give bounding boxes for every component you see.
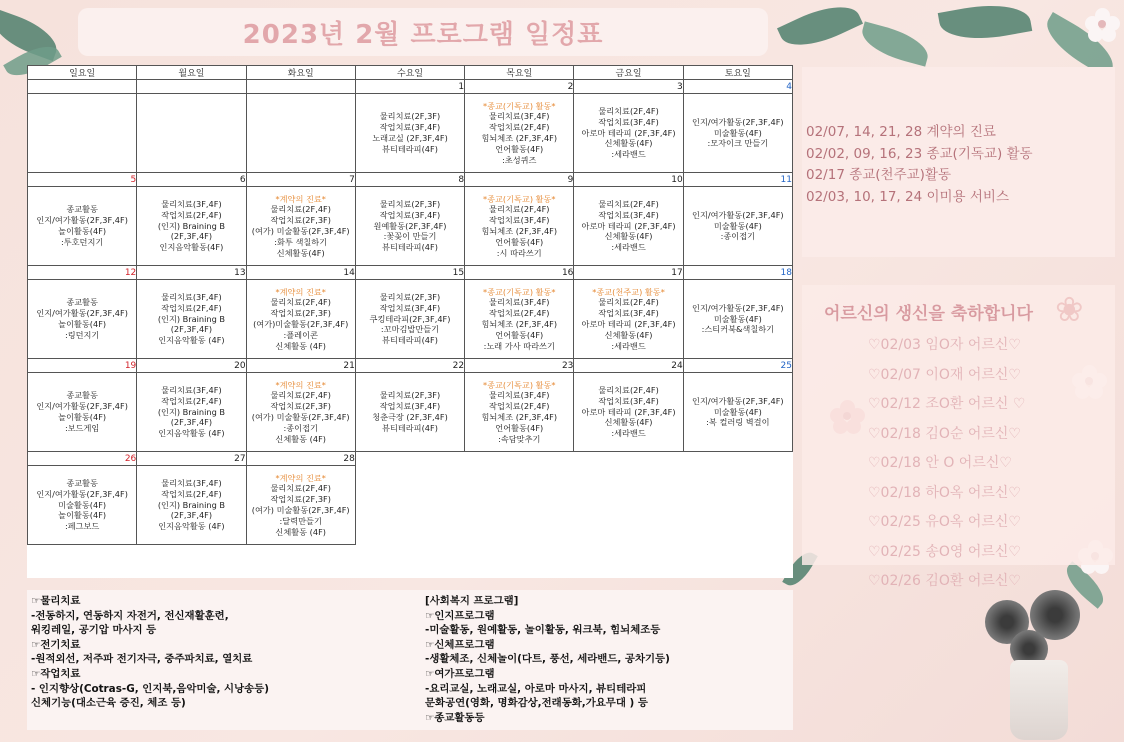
- info-line: ☞신체프로그램: [425, 638, 495, 651]
- activity-line: (2F,3F,4F): [170, 231, 213, 242]
- activity-line: *종교(기독교) 활동*: [482, 193, 556, 204]
- empty-cell: [355, 466, 464, 545]
- birthday-entry: ♡02/18 하O옥 어르신♡: [868, 484, 1021, 501]
- vase: [1010, 660, 1068, 740]
- info-line: -원적외선, 저주파 전기자극, 중주파치료, 열치료: [31, 653, 253, 666]
- day-cell: [246, 373, 355, 452]
- birthday-entry: ♡02/18 안 O 어르신♡: [868, 455, 1012, 471]
- date-number: 3: [574, 80, 683, 94]
- day-cell: [28, 466, 137, 545]
- weekday-header: 토요일: [683, 66, 792, 80]
- activity-line: 물리치료(3F,4F): [161, 199, 222, 209]
- day-cell: [137, 280, 246, 359]
- birthday-entry: ♡02/25 송O영 어르신♡: [868, 543, 1021, 560]
- activity-line: 뷰티테라피(4F): [382, 242, 438, 253]
- activity-line: *종교(기독교) 활동*: [482, 379, 556, 390]
- weekday-header: 화요일: [246, 66, 355, 80]
- activity-line: *계약의 진료*: [275, 193, 326, 204]
- weekday-header: 목요일: [465, 66, 574, 80]
- date-number: 18: [683, 266, 792, 280]
- date-number: 27: [137, 452, 246, 466]
- birthday-entry: ♡02/26 김O환 어르신♡: [868, 573, 1021, 589]
- day-cell: [28, 187, 137, 266]
- activity-line: 작업치료(2F,3F): [270, 494, 331, 505]
- day-cell: [137, 373, 246, 452]
- activity-line: 신체활동(4F): [604, 138, 653, 149]
- date-number: 25: [683, 359, 792, 373]
- activity-line: 작업치료(3F,4F): [489, 215, 550, 226]
- activity-line: :플레이콘: [283, 329, 318, 340]
- activity-line: 종교활동: [66, 478, 98, 488]
- activity-line: 인지/여가활동(2F,3F,4F): [36, 488, 128, 499]
- activity-line: 신체활동 (4F): [275, 526, 326, 537]
- info-line: ☞물리치료: [31, 595, 81, 607]
- activity-line: 언어활동(4F): [495, 422, 544, 433]
- activity-line: 신체활동 (4F): [275, 340, 326, 351]
- activity-line: 물리치료(3F,4F): [161, 292, 222, 302]
- activity-line: 놀이활동(4F): [58, 412, 107, 422]
- activity-line: 물리치료(2F,4F): [598, 199, 659, 209]
- day-cell: [465, 373, 574, 452]
- activity-line: 물리치료(3F,4F): [489, 390, 550, 401]
- activity-line: 작업치료(3F,4F): [379, 209, 441, 220]
- activity-line: (인지) Braining B: [157, 499, 225, 510]
- activity-line: *종교(기독교) 활동*: [482, 100, 556, 111]
- activity-line: 물리치료(3F,4F): [161, 478, 222, 488]
- activity-line: 작업치료(2F,4F): [161, 395, 222, 406]
- activity-line: 아로마 테라피 (2F,3F,4F): [581, 406, 676, 417]
- activity-line: :화투 색칠하기: [274, 236, 328, 247]
- info-line: [사회복지 프로그램]: [425, 595, 519, 607]
- activity-line: 인지/여가활동(2F,3F,4F): [692, 302, 784, 313]
- activity-line: 언어활동(4F): [495, 329, 544, 340]
- birthday-entry: ♡02/18 김O순 어르신♡: [868, 425, 1021, 442]
- activity-line: 신체활동(4F): [604, 329, 653, 340]
- activity-line: :페그보드: [64, 521, 100, 532]
- date-number: 22: [355, 359, 464, 373]
- title-banner: [78, 8, 768, 56]
- date-number: [246, 80, 355, 94]
- activity-line: 인지/여가활동(2F,3F,4F): [36, 308, 128, 319]
- activity-line: 작업치료(2F,4F): [161, 209, 222, 220]
- activity-line: :투호던지기: [60, 236, 104, 247]
- social-program-info: [425, 594, 670, 725]
- activity-line: :노래 가사 따라쓰기: [483, 340, 555, 351]
- activity-line: 물리치료(2F,4F): [270, 483, 331, 494]
- info-line: -전동하지, 연동하지 자전거, 전신재활훈련,: [31, 609, 229, 622]
- day-cell: [355, 373, 464, 452]
- activity-line: 작업치료(2F,4F): [161, 488, 222, 499]
- empty-cell: [465, 466, 574, 545]
- calendar: [27, 65, 793, 578]
- day-cell: [574, 280, 683, 359]
- activity-line: :링던지기: [64, 329, 100, 340]
- day-cell: [465, 94, 574, 173]
- activity-line: 인지/여가활동(2F,3F,4F): [692, 395, 784, 406]
- activity-line: 물리치료(2F,4F): [598, 297, 659, 308]
- day-cell: [28, 280, 137, 359]
- activity-line: :세라밴드: [611, 149, 646, 160]
- activity-line: (2F,3F,4F): [170, 417, 213, 428]
- activity-line: (2F,3F,4F): [170, 510, 213, 521]
- date-number: 10: [574, 173, 683, 187]
- info-line: -요리교실, 노래교실, 아로마 마사지, 뷰티테라피: [425, 682, 647, 695]
- birthday-entry: ♡02/03 임O자 어르신♡: [868, 337, 1021, 353]
- activity-line: *계약의 진료*: [275, 286, 326, 297]
- blossom-decoration: [1085, 8, 1119, 42]
- info-line: -생활체조, 신체놀이(다트, 풍선, 세라밴드, 공차기등): [425, 653, 670, 666]
- activity-line: 인지/여가활동(2F,3F,4F): [36, 401, 128, 412]
- activity-line: 인지음악활동(4F): [159, 242, 224, 253]
- activity-line: 종교활동: [66, 297, 98, 308]
- day-cell: [137, 187, 246, 266]
- activity-line: 인지/여가활동(2F,3F,4F): [692, 116, 784, 127]
- date-number: 2: [465, 80, 574, 94]
- activity-line: 작업치료(2F,3F): [270, 215, 331, 226]
- info-line: ☞여가프로그램: [425, 667, 495, 680]
- day-cell: [355, 94, 464, 173]
- date-number: 4: [683, 80, 792, 94]
- info-line: 워킹레일, 공기압 마사지 등: [31, 624, 157, 637]
- activity-line: 작업치료(3F,4F): [598, 395, 659, 406]
- date-number: 15: [355, 266, 464, 280]
- day-cell: [574, 187, 683, 266]
- activity-line: 작업치료(3F,4F): [379, 302, 441, 313]
- activity-line: 힘뇌체조 (2F,3F,4F): [481, 133, 558, 143]
- activity-line: 아로마 테라피 (2F,3F,4F): [581, 127, 676, 138]
- activity-line: (여가) 미술활동(2F,3F,4F): [251, 505, 350, 515]
- date-number: 28: [246, 452, 355, 466]
- date-number: 16: [465, 266, 574, 280]
- date-number: 26: [28, 452, 137, 466]
- date-number: 14: [246, 266, 355, 280]
- date-number: [28, 80, 137, 94]
- activity-line: 놀이활동(4F): [58, 226, 107, 236]
- date-number: 8: [355, 173, 464, 187]
- info-line: ☞전기치료: [31, 638, 81, 651]
- date-number: 23: [465, 359, 574, 373]
- weekday-header: 월요일: [137, 66, 246, 80]
- activity-line: 신체활동(4F): [604, 417, 653, 428]
- empty-cell: [465, 452, 574, 466]
- activity-line: (2F,3F,4F): [170, 324, 213, 335]
- activity-line: 뷰티테라피(4F): [382, 143, 438, 154]
- activity-line: *종교(천주교) 활동*: [592, 286, 665, 297]
- date-number: 21: [246, 359, 355, 373]
- activity-line: *계약의 진료*: [275, 379, 326, 390]
- day-cell: [465, 187, 574, 266]
- activity-line: 물리치료(2F,3F): [379, 111, 441, 122]
- activity-line: :스티커북&색칠하기: [701, 324, 775, 335]
- activity-line: 물리치료(3F,4F): [489, 111, 550, 122]
- date-number: 5: [28, 173, 137, 187]
- activity-line: 작업치료(3F,4F): [598, 209, 659, 220]
- day-cell: [246, 466, 355, 545]
- activity-line: 물리치료(2F,4F): [270, 297, 331, 308]
- activity-line: 작업치료(2F,3F): [270, 308, 331, 319]
- day-cell: [683, 373, 792, 452]
- activity-line: :복 컬러링 벽걸이: [706, 417, 770, 428]
- schedule-notes: [802, 67, 1115, 257]
- activity-line: 인지/여가활동(2F,3F,4F): [36, 215, 128, 226]
- note-item: 02/17 종교(천주교)활동: [806, 167, 952, 183]
- day-cell: [137, 466, 246, 545]
- activity-line: 신체활동 (4F): [275, 433, 326, 444]
- activity-line: 물리치료(3F,4F): [161, 385, 222, 395]
- activity-line: 청춘극장 (2F,3F,4F): [372, 412, 448, 422]
- activity-line: :종이접기: [283, 422, 318, 433]
- activity-line: 인지/여가활동(2F,3F,4F): [692, 209, 784, 220]
- note-item: 02/07, 14, 21, 28 계약의 진료: [806, 124, 996, 140]
- activity-line: (인지) Braining B: [157, 406, 225, 417]
- activity-line: 작업치료(2F,4F): [489, 308, 550, 319]
- activity-line: 작업치료(3F,4F): [379, 122, 441, 133]
- date-number: 9: [465, 173, 574, 187]
- activity-line: 물리치료(2F,4F): [489, 204, 550, 215]
- date-number: 13: [137, 266, 246, 280]
- empty-cell: [574, 452, 683, 466]
- day-cell: [574, 373, 683, 452]
- activity-line: 인지음악활동 (4F): [158, 335, 225, 346]
- activity-line: (여가) 미술활동(2F,3F,4F): [251, 412, 350, 422]
- activity-line: 물리치료(3F,4F): [489, 297, 550, 308]
- activity-line: :모자이크 만들기: [707, 138, 769, 149]
- activity-line: 작업치료(2F,4F): [489, 401, 550, 412]
- activity-line: 신체활동(4F): [276, 247, 325, 258]
- birthday-entry: ♡02/07 이O재 어르신♡: [868, 366, 1021, 383]
- date-number: 24: [574, 359, 683, 373]
- activity-line: 미술활동(4F): [58, 499, 107, 510]
- activity-line: :꼬마김밥만들기: [380, 324, 440, 335]
- activity-line: *종교(기독교) 활동*: [482, 286, 556, 297]
- day-cell: [683, 187, 792, 266]
- activity-line: 작업치료(2F,3F): [270, 401, 331, 412]
- activity-line: (인지) Braining B: [157, 220, 225, 231]
- activity-line: 물리치료(2F,4F): [270, 204, 331, 215]
- activity-line: :세라밴드: [611, 340, 646, 351]
- activity-line: *계약의 진료*: [275, 472, 326, 483]
- day-cell: [246, 280, 355, 359]
- date-number: 11: [683, 173, 792, 187]
- weekday-header: 수요일: [355, 66, 464, 80]
- activity-line: :달력만들기: [279, 515, 322, 526]
- date-number: 6: [137, 173, 246, 187]
- mushroom-icon: ❀: [1055, 290, 1084, 330]
- date-number: 20: [137, 359, 246, 373]
- activity-line: 미술활동(4F): [713, 127, 762, 138]
- activity-line: (여가) 미술활동(2F,3F,4F): [251, 226, 350, 236]
- note-item: 02/03, 10, 17, 24 이미용 서비스: [806, 188, 1010, 205]
- activity-line: 물리치료(2F,3F): [379, 199, 441, 209]
- activity-line: (여가)미술활동(2F,3F,4F): [253, 319, 349, 329]
- day-cell: [137, 94, 246, 173]
- activity-line: (인지) Braining B: [157, 313, 225, 324]
- date-number: [137, 80, 246, 94]
- note-item: 02/02, 09, 16, 23 종교(기독교) 활동: [806, 145, 1033, 162]
- activity-line: 종교활동: [66, 390, 98, 401]
- activity-line: 미술활동(4F): [713, 406, 762, 417]
- activity-line: 노래교실 (2F,3F,4F): [372, 133, 448, 143]
- activity-line: 물리치료(2F,4F): [598, 106, 659, 116]
- birthday-entry: ♡02/25 유O옥 어르신♡: [868, 514, 1021, 530]
- info-line: 신체기능(대소근육 증진, 체조 등): [31, 697, 186, 710]
- day-cell: [683, 280, 792, 359]
- activity-line: 뷰티테라피(4F): [382, 422, 438, 433]
- info-line: ☞작업치료: [31, 667, 81, 680]
- day-cell: [355, 187, 464, 266]
- activity-line: 뷰티테라피(4F): [382, 335, 438, 346]
- birthday-heading: 어르신의 생신을 축하합니다: [824, 304, 1033, 324]
- date-number: 17: [574, 266, 683, 280]
- activity-line: 물리치료(2F,3F): [379, 390, 441, 401]
- activity-line: :세라밴드: [611, 242, 646, 253]
- activity-line: 작업치료(3F,4F): [379, 401, 441, 412]
- program-info: [27, 590, 793, 730]
- info-line: ☞인지프로그램: [425, 609, 495, 622]
- info-line: - 인지향상(Cotras-G, 인지북,음악미술, 시낭송등): [31, 682, 269, 695]
- activity-line: 미술활동(4F): [713, 220, 762, 231]
- day-cell: [28, 373, 137, 452]
- activity-line: 언어활동(4F): [495, 143, 544, 154]
- activity-line: 힘뇌체조 (2F,3F,4F): [481, 412, 558, 422]
- activity-line: :시 따라쓰기: [496, 247, 542, 258]
- info-line: 문화공연(영화, 명화감상,전래동화,가요무대 ) 등: [425, 697, 648, 710]
- weekday-header: 일요일: [28, 66, 137, 80]
- activity-line: 힘뇌체조 (2F,3F,4F): [481, 319, 558, 329]
- empty-cell: [683, 466, 792, 545]
- activity-line: 쿠킹테라피(2F,3F,4F): [369, 313, 451, 324]
- day-cell: [683, 94, 792, 173]
- activity-line: 놀이활동(4F): [58, 510, 107, 521]
- activity-line: 물리치료(2F,3F): [379, 292, 441, 302]
- day-cell: [465, 280, 574, 359]
- activity-line: 인지음악활동 (4F): [158, 521, 225, 532]
- activity-line: 종교활동: [66, 204, 98, 215]
- activity-line: 원예활동(2F,3F,4F): [373, 220, 447, 231]
- activity-line: 물리치료(2F,4F): [270, 390, 331, 401]
- activity-line: 작업치료(2F,4F): [489, 122, 550, 133]
- activity-line: 언어활동(4F): [495, 236, 544, 247]
- activity-line: 힘뇌체조 (2F,3F,4F): [481, 226, 558, 236]
- day-cell: [246, 94, 355, 173]
- weekday-header: 금요일: [574, 66, 683, 80]
- date-number: 12: [28, 266, 137, 280]
- activity-line: 아로마 테라피 (2F,3F,4F): [581, 319, 676, 329]
- activity-line: 신체활동(4F): [604, 231, 653, 242]
- activity-line: 놀이활동(4F): [58, 319, 107, 329]
- activity-line: :종이접기: [720, 231, 756, 242]
- activity-line: 인지음악활동 (4F): [158, 428, 225, 439]
- info-line: -미술활동, 원예활동, 놀이활동, 워크북, 힘뇌체조등: [425, 624, 661, 637]
- page-title: 2023년 2월 프로그램 일정표: [242, 19, 604, 50]
- activity-line: 아로마 테라피 (2F,3F,4F): [581, 220, 676, 231]
- day-cell: [574, 94, 683, 173]
- calendar-grid: [27, 65, 793, 545]
- activity-line: 작업치료(3F,4F): [598, 116, 659, 127]
- date-number: 7: [246, 173, 355, 187]
- empty-cell: [355, 452, 464, 466]
- activity-line: 작업치료(2F,4F): [161, 302, 222, 313]
- activity-line: :세라밴드: [611, 428, 646, 439]
- activity-line: :보드게임: [64, 422, 100, 433]
- activity-line: 미술활동(4F): [713, 313, 762, 324]
- therapy-info: [31, 594, 269, 711]
- empty-cell: [574, 466, 683, 545]
- activity-line: :꽃꽂이 만들기: [383, 231, 437, 242]
- date-number: 1: [355, 80, 464, 94]
- day-cell: [28, 94, 137, 173]
- activity-line: 작업치료(3F,4F): [598, 308, 659, 319]
- info-line: ☞종교활동등: [425, 711, 485, 724]
- activity-line: 물리치료(2F,4F): [598, 385, 659, 395]
- activity-line: :초성퀴즈: [502, 154, 537, 165]
- day-cell: [355, 280, 464, 359]
- empty-cell: [683, 452, 792, 466]
- date-number: 19: [28, 359, 137, 373]
- day-cell: [246, 187, 355, 266]
- birthday-entry: ♡02/12 조O환 어르신 ♡: [868, 396, 1026, 412]
- activity-line: :속담맞추기: [498, 433, 541, 444]
